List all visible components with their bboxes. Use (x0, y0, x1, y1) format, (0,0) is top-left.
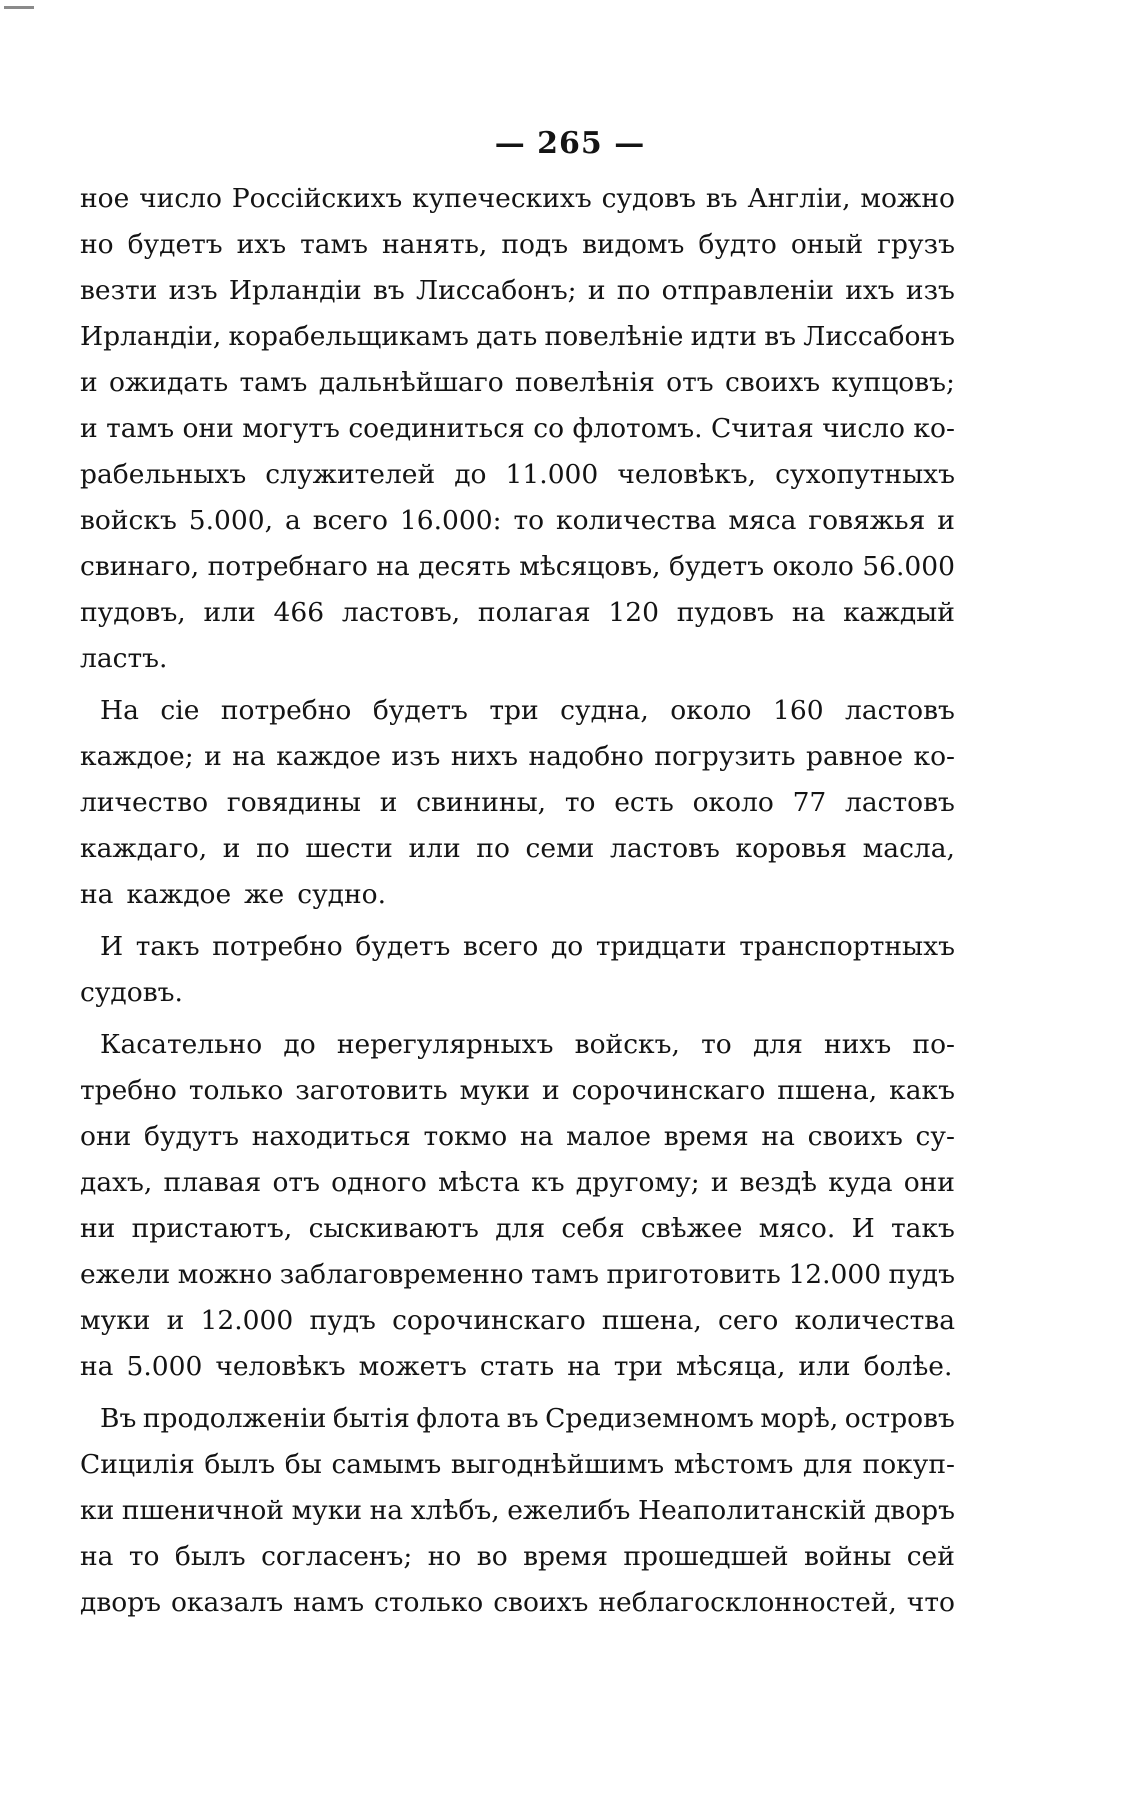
text-line: Касательно до нерегулярныхъ войскъ, то для нихъ по- (100, 1029, 955, 1060)
text-line: на каждое же судно. (80, 879, 387, 910)
text-line: муки и 12.000 пудъ сорочинскаго пшена, сего количества (80, 1305, 955, 1336)
text-line: ластъ. (80, 643, 168, 674)
text-line: Ирландіи, корабельщикамъ дать повелѣніе идти въ Лиссабонъ (80, 321, 955, 352)
text-line: везти изъ Ирландіи въ Лиссабонъ; и по отправленіи ихъ изъ (80, 275, 955, 306)
text-line: дворъ оказалъ намъ столько своихъ неблагосклонностей, что (80, 1587, 955, 1618)
text-line: ни пристаютъ, сыскиваютъ для себя свѣжее мясо. И такъ (80, 1213, 955, 1244)
text-line: пудовъ, или 466 ластовъ, полагая 120 пудовъ на каждый (80, 597, 955, 628)
text-line: и тамъ они могутъ соединиться со флотомъ. Считая число ко- (80, 413, 955, 444)
text-line: судовъ. (80, 977, 183, 1008)
text-line: И такъ потребно будетъ всего до тридцати транспортныхъ (100, 931, 955, 962)
page-number: — 265 — (494, 126, 646, 161)
text-line: свинаго, потребнаго на десять мѣсяцовъ, будетъ около 56.000 (80, 551, 955, 582)
text-line: на то былъ согласенъ; но во время прошедшей войны сей (80, 1541, 955, 1572)
text-line: ежели можно заблаговременно тамъ приготовить 12.000 пудъ (80, 1259, 955, 1290)
text-line: ное число Россійскихъ купеческихъ судовъ въ Англіи, можно (80, 183, 955, 214)
text-line: дахъ, плавая отъ одного мѣста къ другому; и вездѣ куда они (80, 1167, 955, 1198)
text-line: требно только заготовить муки и сорочинскаго пшена, какъ (80, 1075, 955, 1106)
text-line: войскъ 5.000, а всего 16.000: то количества мяса говяжья и (80, 505, 955, 536)
text-line: рабельныхъ служителей до 11.000 человѣкъ, сухопутныхъ (80, 459, 955, 490)
text-line: на 5.000 человѣкъ можетъ стать на три мѣсяца, или болѣе. (80, 1351, 953, 1382)
scan-corner-mark (4, 6, 34, 9)
text-line: Сицилія былъ бы самымъ выгоднѣйшимъ мѣстомъ для покуп- (80, 1449, 955, 1480)
text-line: ки пшеничной муки на хлѣбъ, ежелибъ Неаполитанскій дворъ (80, 1495, 955, 1526)
text-line: каждаго, и по шести или по семи ластовъ коровья масла, (80, 833, 955, 864)
text-line: Въ продолженіи бытія флота въ Средиземномъ морѣ, островъ (100, 1403, 955, 1434)
text-line: но будетъ ихъ тамъ нанять, подъ видомъ будто оный грузъ (80, 229, 955, 260)
text-line: они будутъ находиться токмо на малое время на своихъ су- (80, 1121, 955, 1152)
text-line: личество говядины и свинины, то есть около 77 ластовъ (80, 787, 955, 818)
body-text (80, 176, 955, 1626)
text-line: На сіе потребно будетъ три судна, около 160 ластовъ (100, 695, 955, 726)
text-line: и ожидать тамъ дальнѣйшаго повелѣнія отъ своихъ купцовъ; (80, 367, 955, 398)
text-line: каждое; и на каждое изъ нихъ надобно погрузить равное ко- (80, 741, 955, 772)
